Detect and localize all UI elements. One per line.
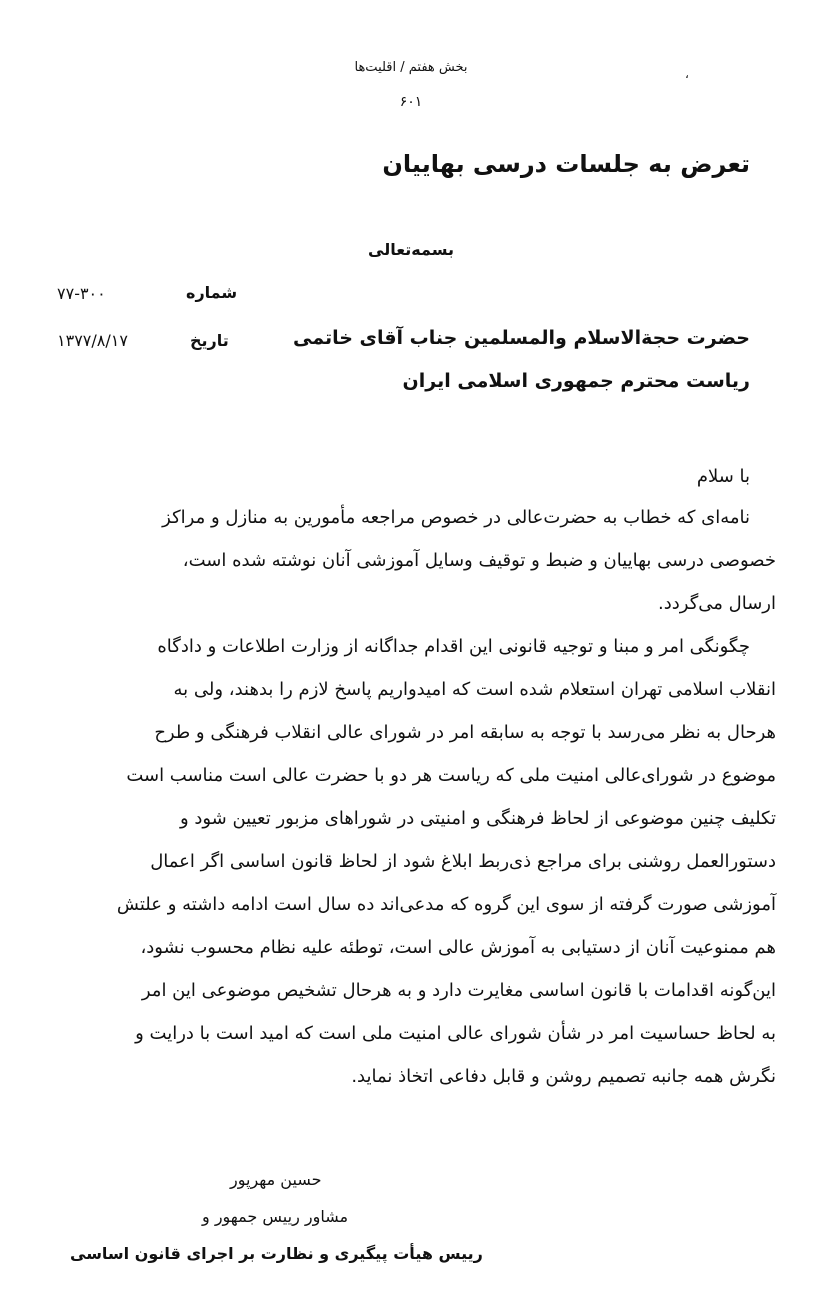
addressee-line-2: ریاست محترم جمهوری اسلامی ایران bbox=[402, 370, 750, 392]
stray-mark: ، bbox=[685, 67, 689, 81]
body-line: نامه‌ای که خطاب به حضرت‌عالی در خصوص مراجعه مأمورین به منازل و مراکز bbox=[162, 507, 750, 528]
body-line: دستورالعمل روشنی برای مراجع ذی‌ربط ابلاغ شود از لحاظ قانون اساسی اگر اعمال bbox=[150, 851, 776, 872]
signatory-title-2: رییس هیأت پیگیری و نظارت بر اجرای قانون اساسی bbox=[70, 1244, 483, 1263]
body-line: خصوصی درسی بهاییان و ضبط و توقیف وسایل آموزشی آنان نوشته شده است، bbox=[182, 550, 776, 571]
salutation: با سلام bbox=[696, 466, 750, 487]
body-line: هم ممنوعیت آنان از دستیابی به آموزش عالی است، توطئه علیه نظام محسوب نشود، bbox=[140, 937, 776, 958]
signatory-title-1: مشاور رییس جمهور و bbox=[202, 1207, 349, 1226]
page-number: ۶۰۱ bbox=[399, 94, 423, 110]
signatory-name: حسین مهرپور bbox=[230, 1170, 322, 1189]
body-line: ارسال می‌گردد. bbox=[658, 593, 776, 614]
body-line: این‌گونه اقدامات با قانون اساسی مغایرت دارد و به هرحال تشخیص موضوعی این امر bbox=[141, 980, 776, 1001]
body-line: انقلاب اسلامی تهران استعلام شده است که امیدواریم پاسخ لازم را بدهند، ولی به bbox=[173, 679, 776, 700]
number-value: ۷۷-۳۰۰ bbox=[57, 284, 106, 303]
body-line: نگرش همه جانبه تصمیم روشن و قابل دفاعی اتخاذ نماید. bbox=[351, 1066, 776, 1087]
date-label: تاریخ bbox=[190, 331, 229, 350]
body-line: تکلیف چنین موضوعی از لحاظ فرهنگی و امنیتی در شوراهای مزبور تعیین شود و bbox=[179, 808, 776, 829]
section-header: بخش هفتم / اقلیت‌ها bbox=[354, 60, 468, 75]
addressee-line-1: حضرت حجة‌الاسلام والمسلمین جناب آقای خاتمی bbox=[293, 327, 750, 349]
body-line: به لحاظ حساسیت امر در شأن شورای عالی امنیت ملی است که امید است با درایت و bbox=[135, 1023, 776, 1044]
body-line: چگونگی امر و مبنا و توجیه قانونی این اقدام جداگانه از وزارت اطلاعات و دادگاه bbox=[157, 636, 750, 657]
date-value: ۱۳۷۷/۸/۱۷ bbox=[57, 331, 128, 350]
body-line: موضوع در شورای‌عالی امنیت ملی که ریاست هر دو با حضرت عالی است مناسب است bbox=[126, 765, 776, 786]
number-label: شماره bbox=[186, 283, 238, 302]
body-line: آموزشی صورت گرفته از سوی این گروه که مدعی‌اند ده سال است ادامه داشته و علتش bbox=[116, 894, 776, 915]
bismillah-heading: بسمه‌تعالی bbox=[368, 240, 454, 259]
document-title: تعرض به جلسات درسی بهاییان bbox=[382, 150, 750, 178]
body-line: هرحال به نظر می‌رسد با توجه به سابقه امر در شورای عالی انقلاب فرهنگی و طرح bbox=[154, 722, 776, 743]
